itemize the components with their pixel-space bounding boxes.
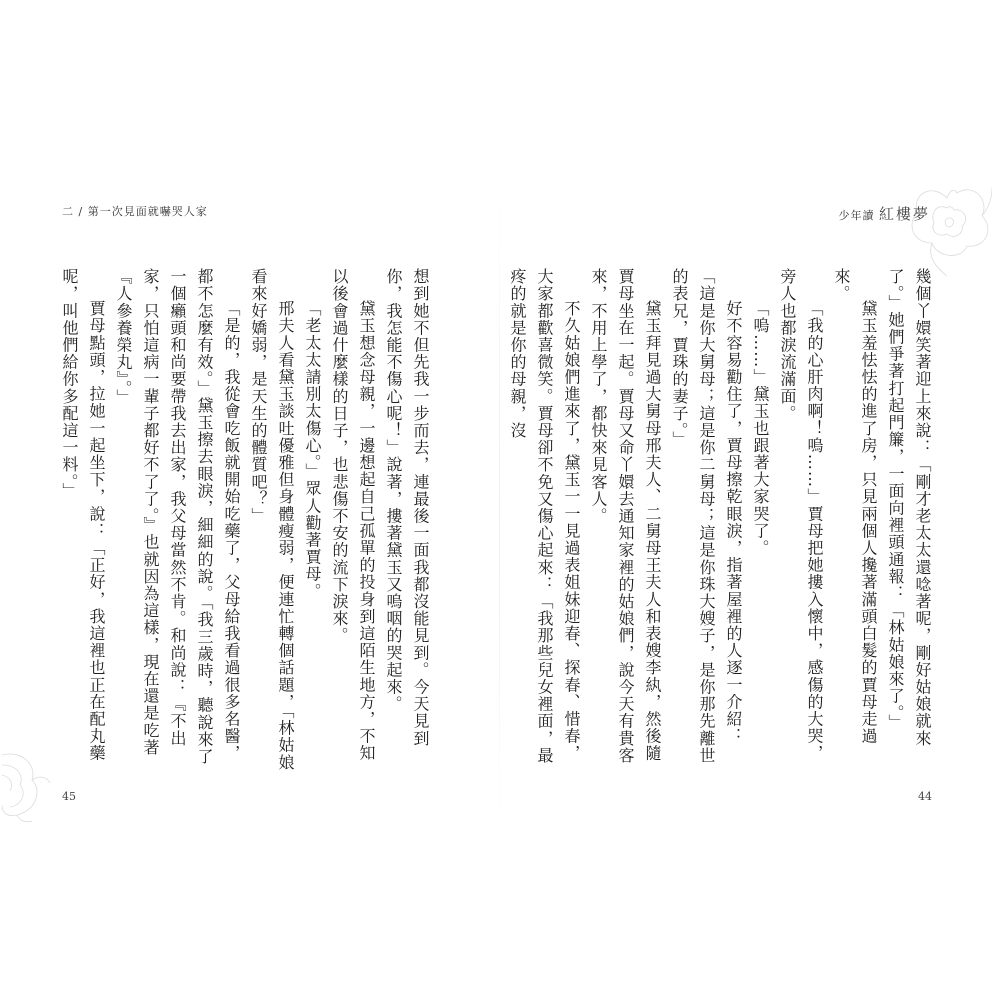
right-page bbox=[500, 0, 1000, 1000]
peony-ornament-icon bbox=[902, 168, 992, 278]
paragraph: 賈母點頭，拉她一起坐下，說：「正好，我這裡也正在配丸藥呢，叫他們給你多配這一料。」 bbox=[60, 268, 106, 762]
paragraph: 黛玉拜見過大舅母邢夫人、二舅母王夫人和表嫂李紈，然後隨賈母坐在一起。賈母又命丫嬛去通知家裡的姑娘們，說今天有貴客來，不用上學了，都快來見客人。 bbox=[589, 268, 662, 764]
chapter-header: 二 / 第一次見面就嚇哭人家 bbox=[62, 205, 208, 218]
paragraph: 好不容易勸住了，賈母擦乾眼淚，指著屋裡的人逐一介紹：「這是你大舅母；這是你二舅母；這是你珠大嫂子，是你那先離世的表兄，賈珠的妻子。」 bbox=[670, 268, 743, 764]
paragraph: 想到她不但先我一步而去，連最後一面我都沒能見到。今天見到你，我怎能不傷心呢！」說著，摟著黛玉又嗚咽的哭起來。 bbox=[384, 268, 430, 747]
book-title: 紅樓夢 bbox=[878, 205, 930, 223]
peony-ornament-icon bbox=[2, 735, 52, 825]
paragraph: 黛玉羞怯怯的進了房，只見兩個人攙著滿頭白髮的賈母走過來。 bbox=[832, 268, 878, 745]
series-label: 少年讀 bbox=[838, 209, 875, 222]
paragraph: 「是的，我從會吃飯就開始吃藥了，父母給我看過很多名醫，都不怎麼有效。」黛玉擦去眼淚，細細的說。「我三歲時，聽說來了一個癩頭和尚要帶我去出家，我父母當然不肯。和尚說：『不出家，只怕這病一輩子都好不了了。』也就因為這樣，現在還是吃著『人參養榮丸』。」 bbox=[114, 268, 241, 765]
paragraph: 「嗚……」黛玉也跟著大家哭了。 bbox=[751, 300, 770, 557]
paragraph: 不久姑娘們進來了，黛玉一一見過表姐妹迎春、探春、惜春，大家都歡喜微笑。賈母卻不免又傷心起來：「我那些兒女裡面，最疼的就是你的母親，沒 bbox=[508, 268, 581, 764]
paragraph: 「我的心肝肉啊！嗚……」賈母把她摟入懷中，感傷的大哭，旁人也都淚流滿面。 bbox=[778, 268, 824, 762]
left-page-body bbox=[54, 268, 434, 778]
paragraph: 黛玉想念母親，一邊想起自己孤單的投身到這陌生地方，不知以後會過什麼樣的日子，也悲傷不安的流下淚來。 bbox=[330, 268, 376, 762]
paragraph: 「老太太請別太傷心。」眾人勸著賈母。 bbox=[303, 300, 322, 600]
right-page-body bbox=[508, 268, 936, 778]
paragraph: 幾個丫嬛笑著迎上來說：「剛才老太太還唸著呢，剛好姑娘就來了。」她們爭著打起門簾，一面向裡頭通報：「林姑娘來了。」 bbox=[886, 268, 932, 747]
page-number: 44 bbox=[918, 790, 932, 803]
paragraph: 邢夫人看黛玉談吐優雅但身體瘦弱，便連忙轉個話題，「林姑娘看來好嬌弱，是天生的體質吧？」 bbox=[249, 268, 295, 771]
page-number: 45 bbox=[62, 790, 76, 803]
